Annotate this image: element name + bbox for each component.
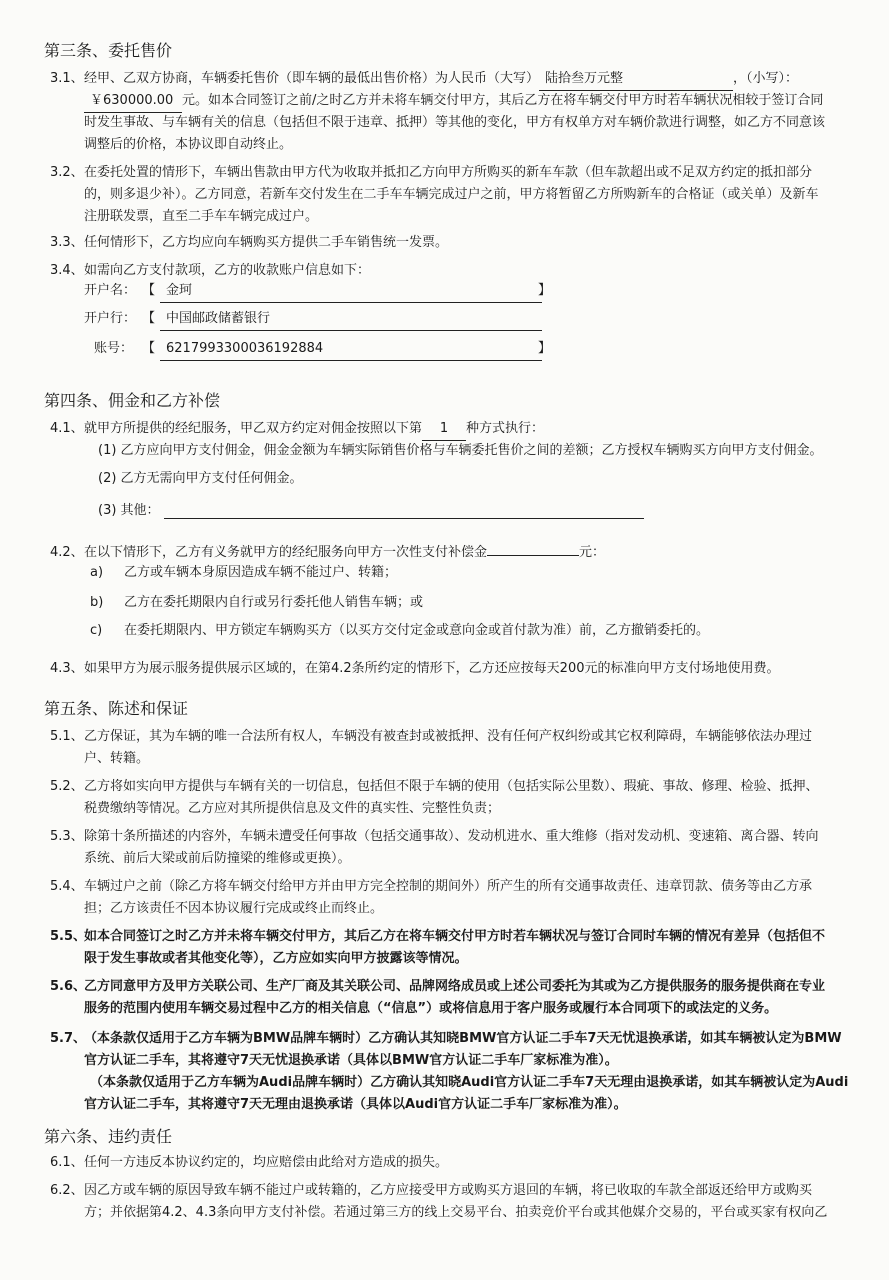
article-4-title: 第四条、佣金和乙方补偿: [44, 391, 221, 410]
clause-5-1: 5.1、乙方保证，其为车辆的唯一合法所有权人，车辆没有被查封或被抵押、没有任何产权纠纷或其它权利障碍，车辆能够依法办理过: [50, 729, 813, 744]
clause-4-3: 4.3、如果甲方为展示服务提供展示区域的，在第4.2条所约定的情形下，乙方还应按每天200元的标准向甲方支付场地使用费。: [50, 661, 780, 676]
clause-5-5: 5.5、如本合同签订之时乙方并未将车辆交付甲方，其后乙方在将车辆交付甲方时若车辆状况与签订合同时车辆的情况有差异（包括但不: [50, 929, 826, 944]
price-lower-field: ￥630000.00: [84, 90, 182, 113]
clause-5-7: 5.7、（本条款仅适用于乙方车辆为BMW品牌车辆时）乙方确认其知晓BMW官方认证二手车7天无忧退换承诺，如其车辆被认定为BMW: [50, 1031, 842, 1046]
other-blank-line: [164, 518, 644, 519]
clause-3-3: 3.3、任何情形下，乙方均应向车辆购买方提供二手车销售统一发票。: [50, 235, 449, 250]
clause-5-4: 5.4、车辆过户之前（除乙方将车辆交付给甲方并由甲方完全控制的期间外）所产生的所有交通事故责任、违章罚款、债务等由乙方承: [50, 879, 813, 894]
clause-6-2: 6.2、因乙方或车辆的原因导致车辆不能过户或转籍的，乙方应接受甲方或购买方退回的车辆，将已收取的车款全部返还给甲方或购买: [50, 1183, 813, 1198]
article-5-title: 第五条、陈述和保证: [44, 699, 189, 718]
article-6-title: 第六条、违约责任: [44, 1127, 173, 1146]
account-name-label: 开户名：: [84, 283, 137, 298]
bank-label: 开户行：: [84, 311, 137, 326]
commission-way-field: 1: [422, 418, 466, 441]
account-number-value: 6217993300036192884: [160, 338, 542, 361]
clause-5-2: 5.2、乙方将如实向甲方提供与车辆有关的一切信息，包括但不限于车辆的使用（包括实际公里数）、瑕疵、事故、修理、检验、抵押、: [50, 779, 819, 794]
clause-5-6: 5.6、乙方同意甲方及甲方关联公司、生产厂商及其关联公司、品牌网络成员或上述公司委托为其或为乙方提供服务的服务提供商在专业: [50, 979, 826, 994]
clause-4-1: 4.1、就甲方所提供的经纪服务，甲乙双方约定对佣金按照以下第 1 种方式执行：: [50, 418, 849, 441]
account-number-label: 账号：: [94, 341, 134, 356]
bank-value: 中国邮政储蓄银行: [160, 308, 542, 331]
article-3-title: 第三条、委托售价: [44, 41, 173, 60]
clause-4-2: 4.2、在以下情形下，乙方有义务就甲方的经纪服务向甲方一次性支付补偿金 元：: [50, 540, 849, 564]
price-upper-field: 陆拾叁万元整: [539, 68, 733, 91]
clause-3-4: 3.4、如需向乙方支付款项，乙方的收款账户信息如下：: [50, 263, 371, 278]
account-name-value: 金珂: [160, 280, 542, 303]
compensation-amount-field: [487, 540, 579, 556]
clause-3-1: 3.1、经甲、乙双方协商，车辆委托售价（即车辆的最低出售价格）为人民币（大写） 陆拾叁万元整 ，（小写）：: [50, 68, 849, 91]
clause-6-1: 6.1、任何一方违反本协议约定的，均应赔偿由此给对方造成的损失。: [50, 1155, 449, 1170]
clause-5-3: 5.3、除第十条所描述的内容外，车辆未遭受任何事故（包括交通事故）、发动机进水、重大维修（指对发动机、变速箱、离合器、转向: [50, 829, 819, 844]
clause-3-2: 3.2、在委托处置的情形下，车辆出售款由甲方代为收取并抵扣乙方向甲方所购买的新车车款（但车款超出或不足双方约定的抵扣部分: [50, 165, 813, 180]
